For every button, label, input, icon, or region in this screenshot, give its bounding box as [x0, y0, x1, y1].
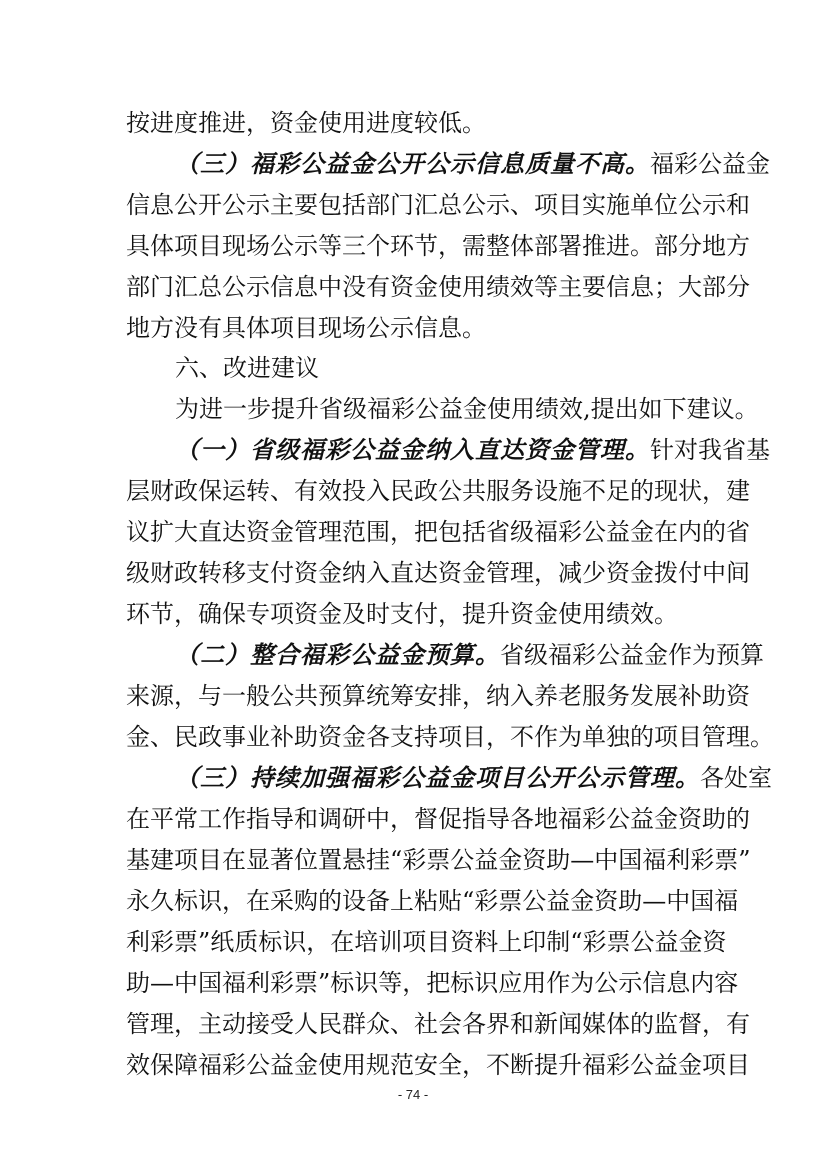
- line-text: 为进一步提升省级福彩公益金使用绩效,提出如下建议。: [175, 395, 759, 423]
- line-text: 按进度推进，资金使用进度较低。: [126, 109, 486, 137]
- paragraph-line: [126, 103, 702, 143]
- subsection-heading: （一）省级福彩公益金纳入直达资金管理。: [175, 436, 650, 464]
- paragraph-line: [175, 758, 772, 798]
- line-text: 具体项目现场公示等三个环节，需整体部署推进。部分地方: [126, 232, 750, 260]
- paragraph-line: [126, 881, 739, 921]
- line-text: 省级福彩公益金作为预算: [500, 641, 764, 669]
- paragraph-line: [126, 553, 750, 593]
- line-text: 基建项目在显著位置悬挂“彩票公益金资助—中国福利彩票”: [126, 846, 751, 874]
- paragraph-line: [126, 512, 750, 552]
- paragraph-line: [126, 308, 702, 348]
- line-text: 针对我省基: [650, 436, 770, 464]
- paragraph-line: [126, 676, 750, 716]
- line-text: 来源，与一般公共预算统筹安排，纳入养老服务发展补助资: [126, 682, 750, 710]
- subsection-heading: （三）福彩公益金公开公示信息质量不高。: [175, 150, 650, 178]
- line-text: 信息公开公示主要包括部门汇总公示、项目实施单位公示和: [126, 191, 750, 219]
- line-text: 助—中国福利彩票”标识等，把标识应用作为公示信息内容: [126, 969, 739, 997]
- paragraph-line: [126, 840, 751, 880]
- line-text: 永久标识，在采购的设备上粘贴“彩票公益金资助—中国福: [126, 887, 739, 915]
- line-text: 各处室: [700, 764, 772, 792]
- paragraph-line: [126, 922, 727, 962]
- paragraph-line: [175, 430, 770, 470]
- line-text: 环节，确保专项资金及时支付，提升资金使用绩效。: [126, 600, 678, 628]
- paragraph-line: [126, 799, 750, 839]
- subsection-heading: （二）整合福彩公益金预算。: [175, 641, 500, 669]
- paragraph-line: [126, 185, 750, 225]
- section-heading-text: 六、改进建议: [175, 354, 319, 382]
- line-text: 议扩大直达资金管理范围，把包括省级福彩公益金在内的省: [126, 518, 750, 546]
- paragraph-line: [126, 717, 774, 757]
- line-text: 管理，主动接受人民群众、社会各界和新闻媒体的监督，有: [126, 1010, 750, 1038]
- section-heading: [175, 348, 702, 388]
- line-text: 层财政保运转、有效投入民政公共服务设施不足的现状，建: [126, 477, 750, 505]
- line-text: 金、民政事业补助资金各支持项目，不作为单独的项目管理。: [126, 723, 774, 751]
- paragraph-line: [126, 267, 750, 307]
- line-text: 在平常工作指导和调研中，督促指导各地福彩公益金资助的: [126, 805, 750, 833]
- paragraph-line: [126, 1004, 750, 1044]
- line-text: 地方没有具体项目现场公示信息。: [126, 314, 486, 342]
- paragraph-line: [175, 144, 770, 184]
- subsection-heading: （三）持续加强福彩公益金项目公开公示管理。: [175, 764, 700, 792]
- line-text: 福彩公益金: [650, 150, 770, 178]
- paragraph-line: [126, 594, 702, 634]
- page-number: - 74 -: [397, 1087, 429, 1102]
- line-text: 利彩票”纸质标识，在培训项目资料上印制“彩票公益金资: [126, 928, 727, 956]
- paragraph-line: [126, 226, 750, 266]
- paragraph-line: [126, 1045, 750, 1085]
- paragraph-line: [175, 635, 764, 675]
- line-text: 效保障福彩公益金使用规范安全，不断提升福彩公益金项目: [126, 1051, 750, 1079]
- line-text: 部门汇总公示信息中没有资金使用绩效等主要信息；大部分: [126, 273, 750, 301]
- line-text: 级财政转移支付资金纳入直达资金管理，减少资金拨付中间: [126, 559, 750, 587]
- paragraph-line: [126, 471, 750, 511]
- paragraph-line: [126, 963, 739, 1003]
- paragraph-line: [175, 389, 759, 429]
